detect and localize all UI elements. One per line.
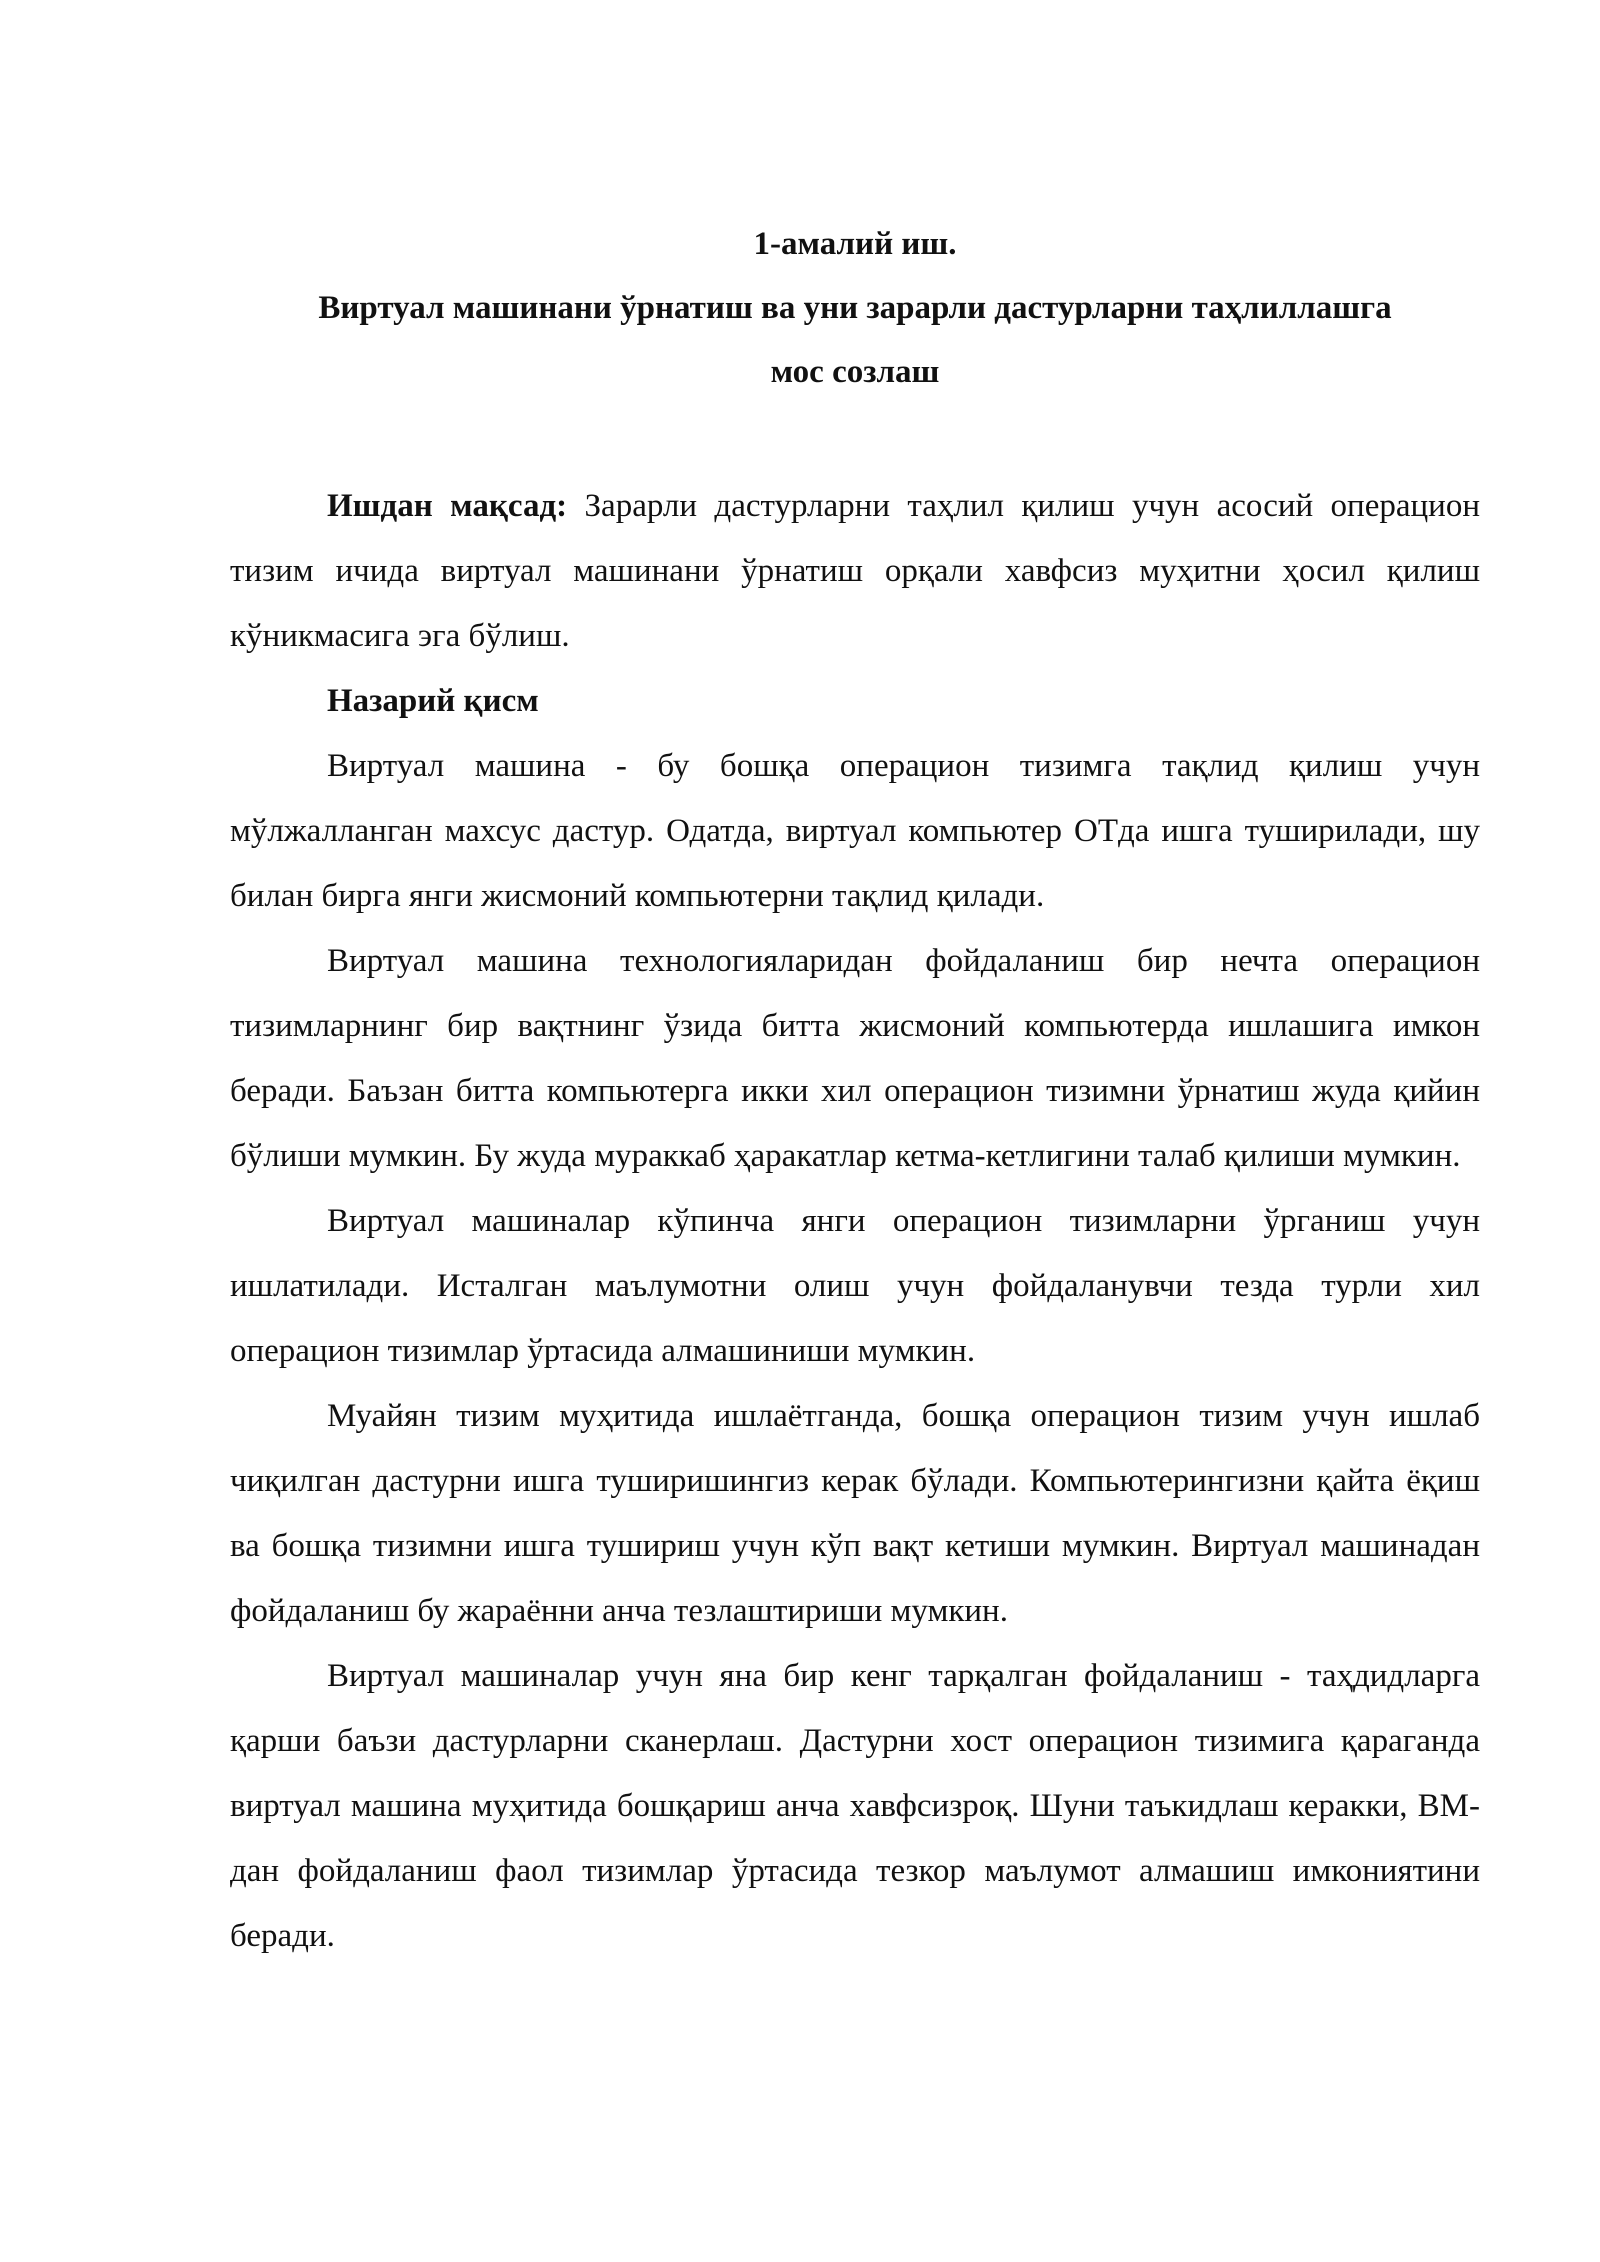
theory-heading: Назарий қисм	[327, 683, 539, 719]
theory-paragraph-2: Виртуал машина технологияларидан фойдаланиш бир нечта операцион тизимларнинг бир вақтнинг ўзида битта жисмоний компьютерда ишлашига имкон беради. Баъзан битта компьютерга икки хил операцион тизимни ўрнатиш жуда қийин бўлиши мумкин. Бу жуда мураккаб ҳаракатлар кетма-кетлигини талаб қилиши мумкин.	[230, 943, 1480, 1174]
title-line-1: 1-амалий иш.	[753, 226, 957, 262]
theory-paragraph-3: Виртуал машиналар кўпинча янги операцион тизимларни ўрганиш учун ишлатилади. Исталган маълумотни олиш учун фойдаланувчи тезда турли хил операцион тизимлар ўртасида алмашиниши мумкин.	[230, 1203, 1480, 1369]
goal-paragraph	[230, 474, 1480, 669]
theory-paragraph-4: Муайян тизим муҳитида ишлаётганда, бошқа операцион тизим учун ишлаб чиқилган дастурни ишга туширишингиз керак бўлади. Компьютерингизни қайта ёқиш ва бошқа тизимни ишга тушириш учун кўп вақт кетиши мумкин. Виртуал машинадан фойдаланиш бу жараённи анча тезлаштириши мумкин.	[230, 1398, 1480, 1629]
goal-text: Зарарли дастурларни таҳлил қилиш учун асосий операцион тизим ичида виртуал машинани ўрнатиш орқали хавфсиз муҳитни ҳосил қилиш кўникмасига эга бўлиш.	[230, 488, 1480, 654]
title-line-3: мос созлаш	[770, 354, 940, 390]
theory-paragraph-5: Виртуал машиналар учун яна бир кенг тарқалган фойдаланиш - таҳдидларга қарши баъзи дастурларни сканерлаш. Дастурни хост операцион тизимига қараганда виртуал машина муҳитида бошқариш анча хавфсизроқ. Шуни таъкидлаш керакки, ВМ-дан фойдаланиш фаол тизимлар ўртасида тезкор маълумот алмашиш имкониятини беради.	[230, 1658, 1480, 1954]
theory-paragraph-1: Виртуал машина - бу бошқа операцион тизимга тақлид қилиш учун мўлжалланган махсус дастур. Одатда, виртуал компьютер ОТда ишга туширилади, шу билан бирга янги жисмоний компьютерни тақлид қилади.	[230, 748, 1480, 914]
document-title	[230, 212, 1480, 404]
goal-label: Ишдан мақсад:	[327, 488, 568, 524]
title-line-2: Виртуал машинани ўрнатиш ва уни зарарли дастурларни таҳлиллашга	[318, 290, 1392, 326]
document-body	[230, 474, 1480, 1969]
